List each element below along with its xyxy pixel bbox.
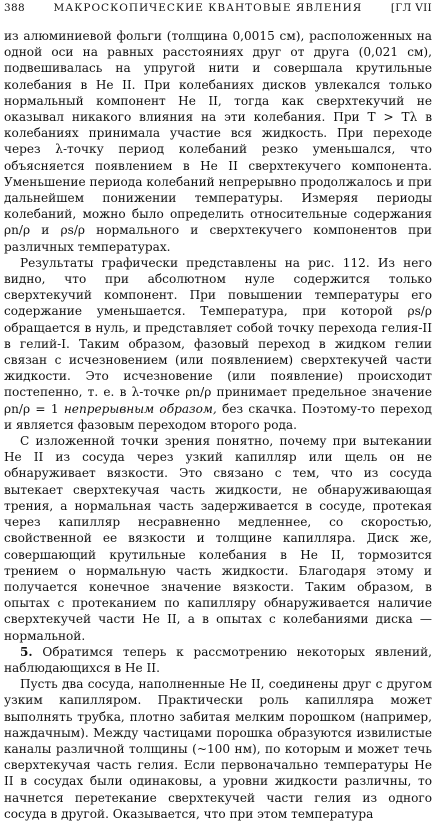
- running-title: МАКРОСКОПИЧЕСКИЕ КВАНТОВЫЕ ЯВЛЕНИЯ: [53, 2, 363, 14]
- text-run: из алюминиевой фольги (толщина 0,0015 см), расположенных на одной оси на равных расстояниях друг от друга (0,021 см), подвешивалась на упругой нити и совершала крутильные колебания в He II. При колебаниях дисков увлекался только нормальный компонент He II, тогда как сверхтекучий не оказывал никакого влияния на эти колебания. При T > Tλ в колебаниях принимала участие вся жидкость. При переходе через λ-точку период колебаний резко уменьшался, что объясняется появлением в He II сверхтекучего компонента. Уменьшение периода колебаний непрерывно продолжалось и при дальнейшем понижении температуры. Измеряя периоды колебаний, можно было определить относительные содержания ρn/ρ и ρs/ρ нормального и сверхтекучего компонентов при различных температурах.: [4, 29, 432, 254]
- section-number: 5.: [20, 644, 33, 659]
- paragraph: [4, 644, 432, 676]
- text-run: Обратимся теперь к рассмотрению некоторых явлений, наблюдающихся в He II.: [4, 644, 432, 675]
- page-body: [4, 28, 432, 822]
- book-page: [4, 2, 432, 822]
- chapter-marker: [ГЛ VII: [390, 2, 432, 14]
- emphasis-text: непрерывным образом,: [63, 401, 217, 416]
- text-run: С изложенной точки зрения понятно, почему при вытекании He II из сосуда через узкий капилляр или щель он не обнаруживает вязкости. Это связано с тем, что из сосуда вытекает сверхтекучая часть жидкости, не обнаруживающая трения, а нормальная часть задерживается в сосуде, протекая через капилляр несравненно медленнее, со скоростью, свойственной ее вязкости и толщине капилляра. Диск же, совершающий крутильные колебания в He II, тормозится трением о нормальную часть жидкости. Благодаря этому и получается конечное значение вязкости. Таким образом, в опытах с протеканием по капилляру обнаруживается наличие сверхтекучей части He II, а в опытах с колебаниями диска — нормальной.: [4, 434, 432, 643]
- paragraph: [4, 433, 432, 644]
- paragraph: [4, 28, 432, 255]
- page-header: [4, 2, 432, 22]
- paragraph: [4, 676, 432, 822]
- page-number: 388: [4, 2, 25, 14]
- text-run: Результаты графически представлены на рис. 112. Из него видно, что при абсолютном нуле содержится только сверхтекучий компонент. При повышении температуры его содержание уменьшается. Температура, при которой ρs/ρ обращается в нуль, и представляет собой точку перехода гелия-II в гелий-I. Таким образом, фазовый переход в жидком гелии связан с исчезновением (или появлением) сверхтекучей части жидкости. Это исчезновение (или появление) происходит постепенно, т. е. в λ-точке ρn/ρ принимает предельное значение ρn/ρ = 1: [4, 255, 432, 416]
- text-run: без скачка. Поэтому-то переход и является фазовым переходом второго рода.: [4, 401, 432, 432]
- text-run: Пусть два сосуда, наполненные He II, соединены друг с другом узким капилляром. Практически роль капилляра может выполнять трубка, плотно забитая мелким порошком (например, наждачным). Между частицами порошка образуются извилистые каналы различной толщины (~100 нм), по которым и может течь сверхтекучая часть гелия. Если первоначально температуры He II в сосудах были одинаковы, а уровни жидкости различны, то начнется перетекание сверхтекучей части гелия из одного сосуда в другой. Оказывается, что при этом температура: [4, 677, 432, 821]
- paragraph: [4, 255, 432, 433]
